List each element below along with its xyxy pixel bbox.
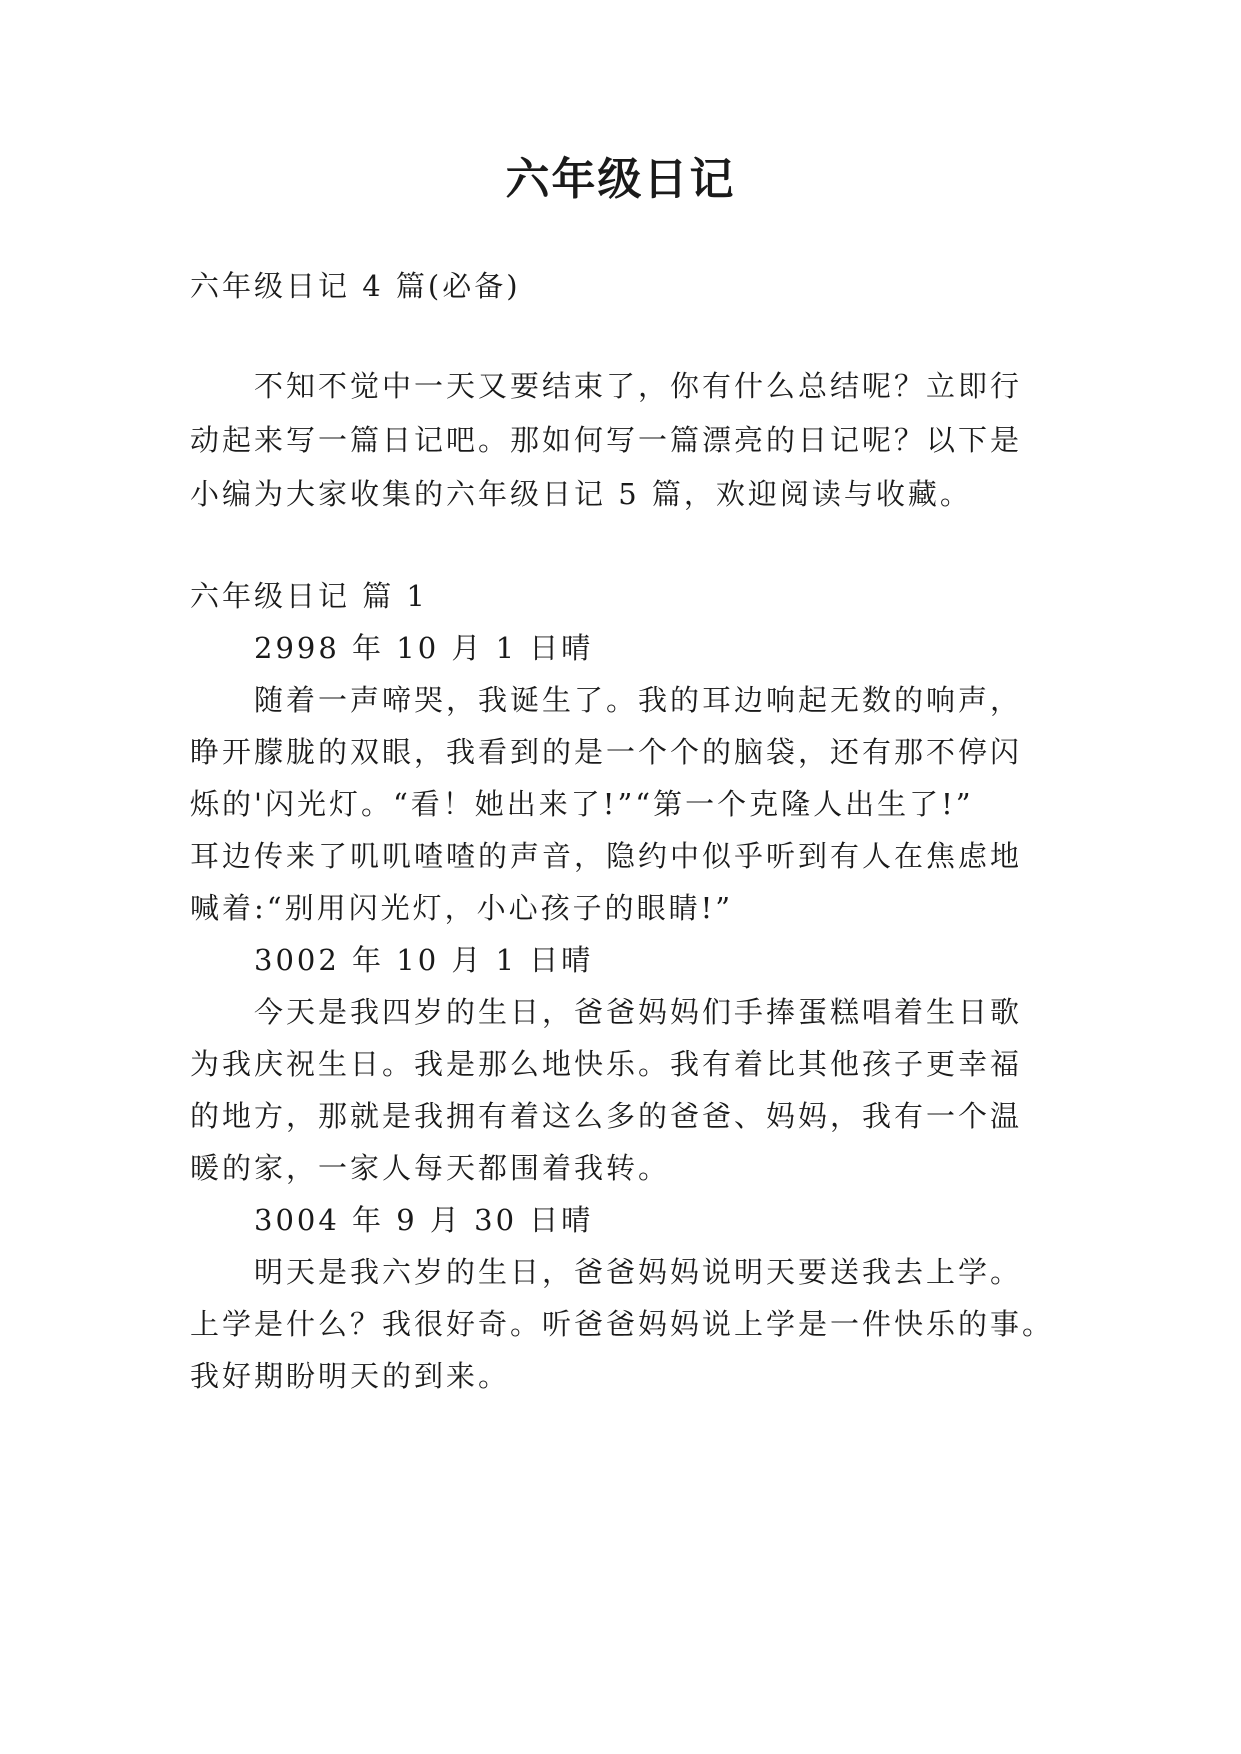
entry-line: 我好期盼明天的到来。: [190, 1359, 511, 1393]
entry-line: 耳边传来了叽叽喳喳的声音，隐约中似乎听到有人在焦虑地: [190, 839, 1023, 873]
entry-line: 为我庆祝生日。我是那么地快乐。我有着比其他孩子更幸福: [190, 1047, 1023, 1081]
entry-line: 今天是我四岁的生日，爸爸妈妈们手捧蛋糕唱着生日歌: [254, 995, 1023, 1029]
entry-line: 烁的'闪光灯。“看！她出来了!”“第一个克隆人出生了!”: [190, 787, 974, 821]
entry-date: 3002 年 10 月 1 日晴: [254, 943, 594, 977]
entry-line: 喊着:“别用闪光灯，小心孩子的眼睛!”: [190, 891, 734, 925]
entry-line: 暖的家，一家人每天都围着我转。: [190, 1151, 671, 1185]
entry-date: 3004 年 9 月 30 日晴: [254, 1203, 594, 1237]
intro-line: 不知不觉中一天又要结束了，你有什么总结呢？立即行: [254, 369, 1023, 403]
entry-line: 随着一声啼哭，我诞生了。我的耳边响起无数的响声，: [254, 683, 1023, 717]
entry-line: 睁开朦胧的双眼，我看到的是一个个的脑袋，还有那不停闪: [190, 735, 1023, 769]
intro-line: 小编为大家收集的六年级日记 5 篇，欢迎阅读与收藏。: [190, 477, 972, 511]
entry-line: 明天是我六岁的生日，爸爸妈妈说明天要送我去上学。: [254, 1255, 1023, 1289]
entry-line: 的地方，那就是我拥有着这么多的爸爸、妈妈，我有一个温: [190, 1099, 1023, 1133]
page-title: 六年级日记: [505, 154, 736, 205]
section-heading: 六年级日记 篇 1: [190, 579, 428, 613]
intro-line: 动起来写一篇日记吧。那如何写一篇漂亮的日记呢？以下是: [190, 423, 1023, 457]
entry-line: 上学是什么？我很好奇。听爸爸妈妈说上学是一件快乐的事。: [190, 1307, 1055, 1341]
document-subtitle: 六年级日记 4 篇(必备): [190, 269, 521, 303]
entry-date: 2998 年 10 月 1 日晴: [254, 631, 594, 665]
